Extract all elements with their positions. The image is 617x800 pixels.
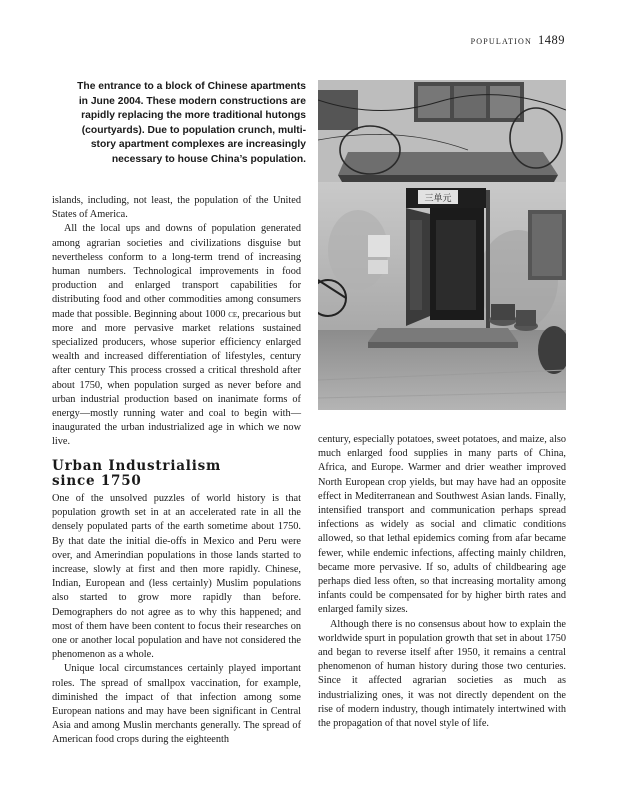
- paragraph: Unique local circumstances certainly played important roles. The spread of smallpox vaccination, for example, diminished the impact of that infection among some European nations and may have been significant in Central Asia and among Muslin merchants generally. The spread of American food crops during the eighteenth: [52, 663, 301, 746]
- left-column-bottom: [52, 492, 301, 748]
- entrance-sign: 三单元: [424, 194, 452, 204]
- paragraph: century, especially potatoes, sweet potatoes, and maize, also much enlarged food supplies in many parts of China, Africa, and Europe. Warmer and drier weather improved North European crop yields, but may have had an opposite effect in Mediterranean and Southwest Asian lands. Finally, intensified transport and communication perhaps spread infections as widely as social and climatic conditions allowed, so that lethal epidemics coming from afar became fewer, while endemic infections, affecting mainly children, became more pervasive. If so, adults of childbearing age perhaps died less often, so that increasing mortality among infants could be compensated for by higher birth rates and enlarged family sizes.: [318, 434, 566, 616]
- paragraph: One of the unsolved puzzles of world history is that population growth set in at an accelerated rate in all the densely populated parts of the earth sometime about 1750. By that date the initial die-offs in Mexico and Peru were over, and Amerindian populations in those lands started to increase, slowly at first and then more rapidly. Chinese, Indian, European and (less certainly) Muslim populations also started to grow more rapidly than before. Demographers do not agree as to why this happened; and most of them have been content to focus their researches on one or another local population and have not considered the phenomenon as a whole.: [52, 493, 301, 661]
- page-number: 1489: [538, 33, 565, 47]
- apartment-entrance-photo: [318, 80, 566, 410]
- right-column: [318, 433, 566, 731]
- paragraph: All the local ups and downs of population generated among agrarian societies and civilizations disguise but nevertheless conform to a long-term trend of increasing human numbers. Technological improvements in food production and enlarged transport capabilities for distributing food and other commodities among consumers made that possible. Beginning about 1000 ce, precarious but more and more pervasive market relations sustained specialized producers, whose superior efficiency enlarged wealth and increased differentiation of lifestyles, century after century This process crossed a critical threshold after about 1750, when population surged as never before and urban industrial production based on inanimate forms of energy—mostly running water and coal to begin with—inaugurated the urban industrialized age in which we now live.: [52, 223, 302, 448]
- section-heading: Urban Industrialism since 1750: [52, 458, 222, 489]
- figure-caption: The entrance to a block of Chinese apartments in June 2004. These modern constructions are rapidly replacing the more traditional hutongs (courtyards). Due to population crunch, multi-story apartment complexes are increasingly necessary to house China’s population.: [77, 81, 306, 165]
- running-title: population: [470, 35, 532, 47]
- photo-illustration: [318, 80, 566, 410]
- left-column-top: [52, 194, 301, 450]
- era-abbreviation: ce: [228, 308, 238, 320]
- running-head: [471, 33, 565, 48]
- paragraph: islands, including, not least, the population of the United States of America.: [52, 195, 301, 221]
- paragraph: Although there is no consensus about how to explain the worldwide spurt in population growth that set in about 1750 and began to reverse itself after 1950, it remains a central phenomenon of human history during those two centuries. Since it affected agrarian societies as much as industrializing ones, it was not directly dependent on the rise of modern industry, though intimately intertwined with the propagation of that novel style of life.: [318, 618, 566, 730]
